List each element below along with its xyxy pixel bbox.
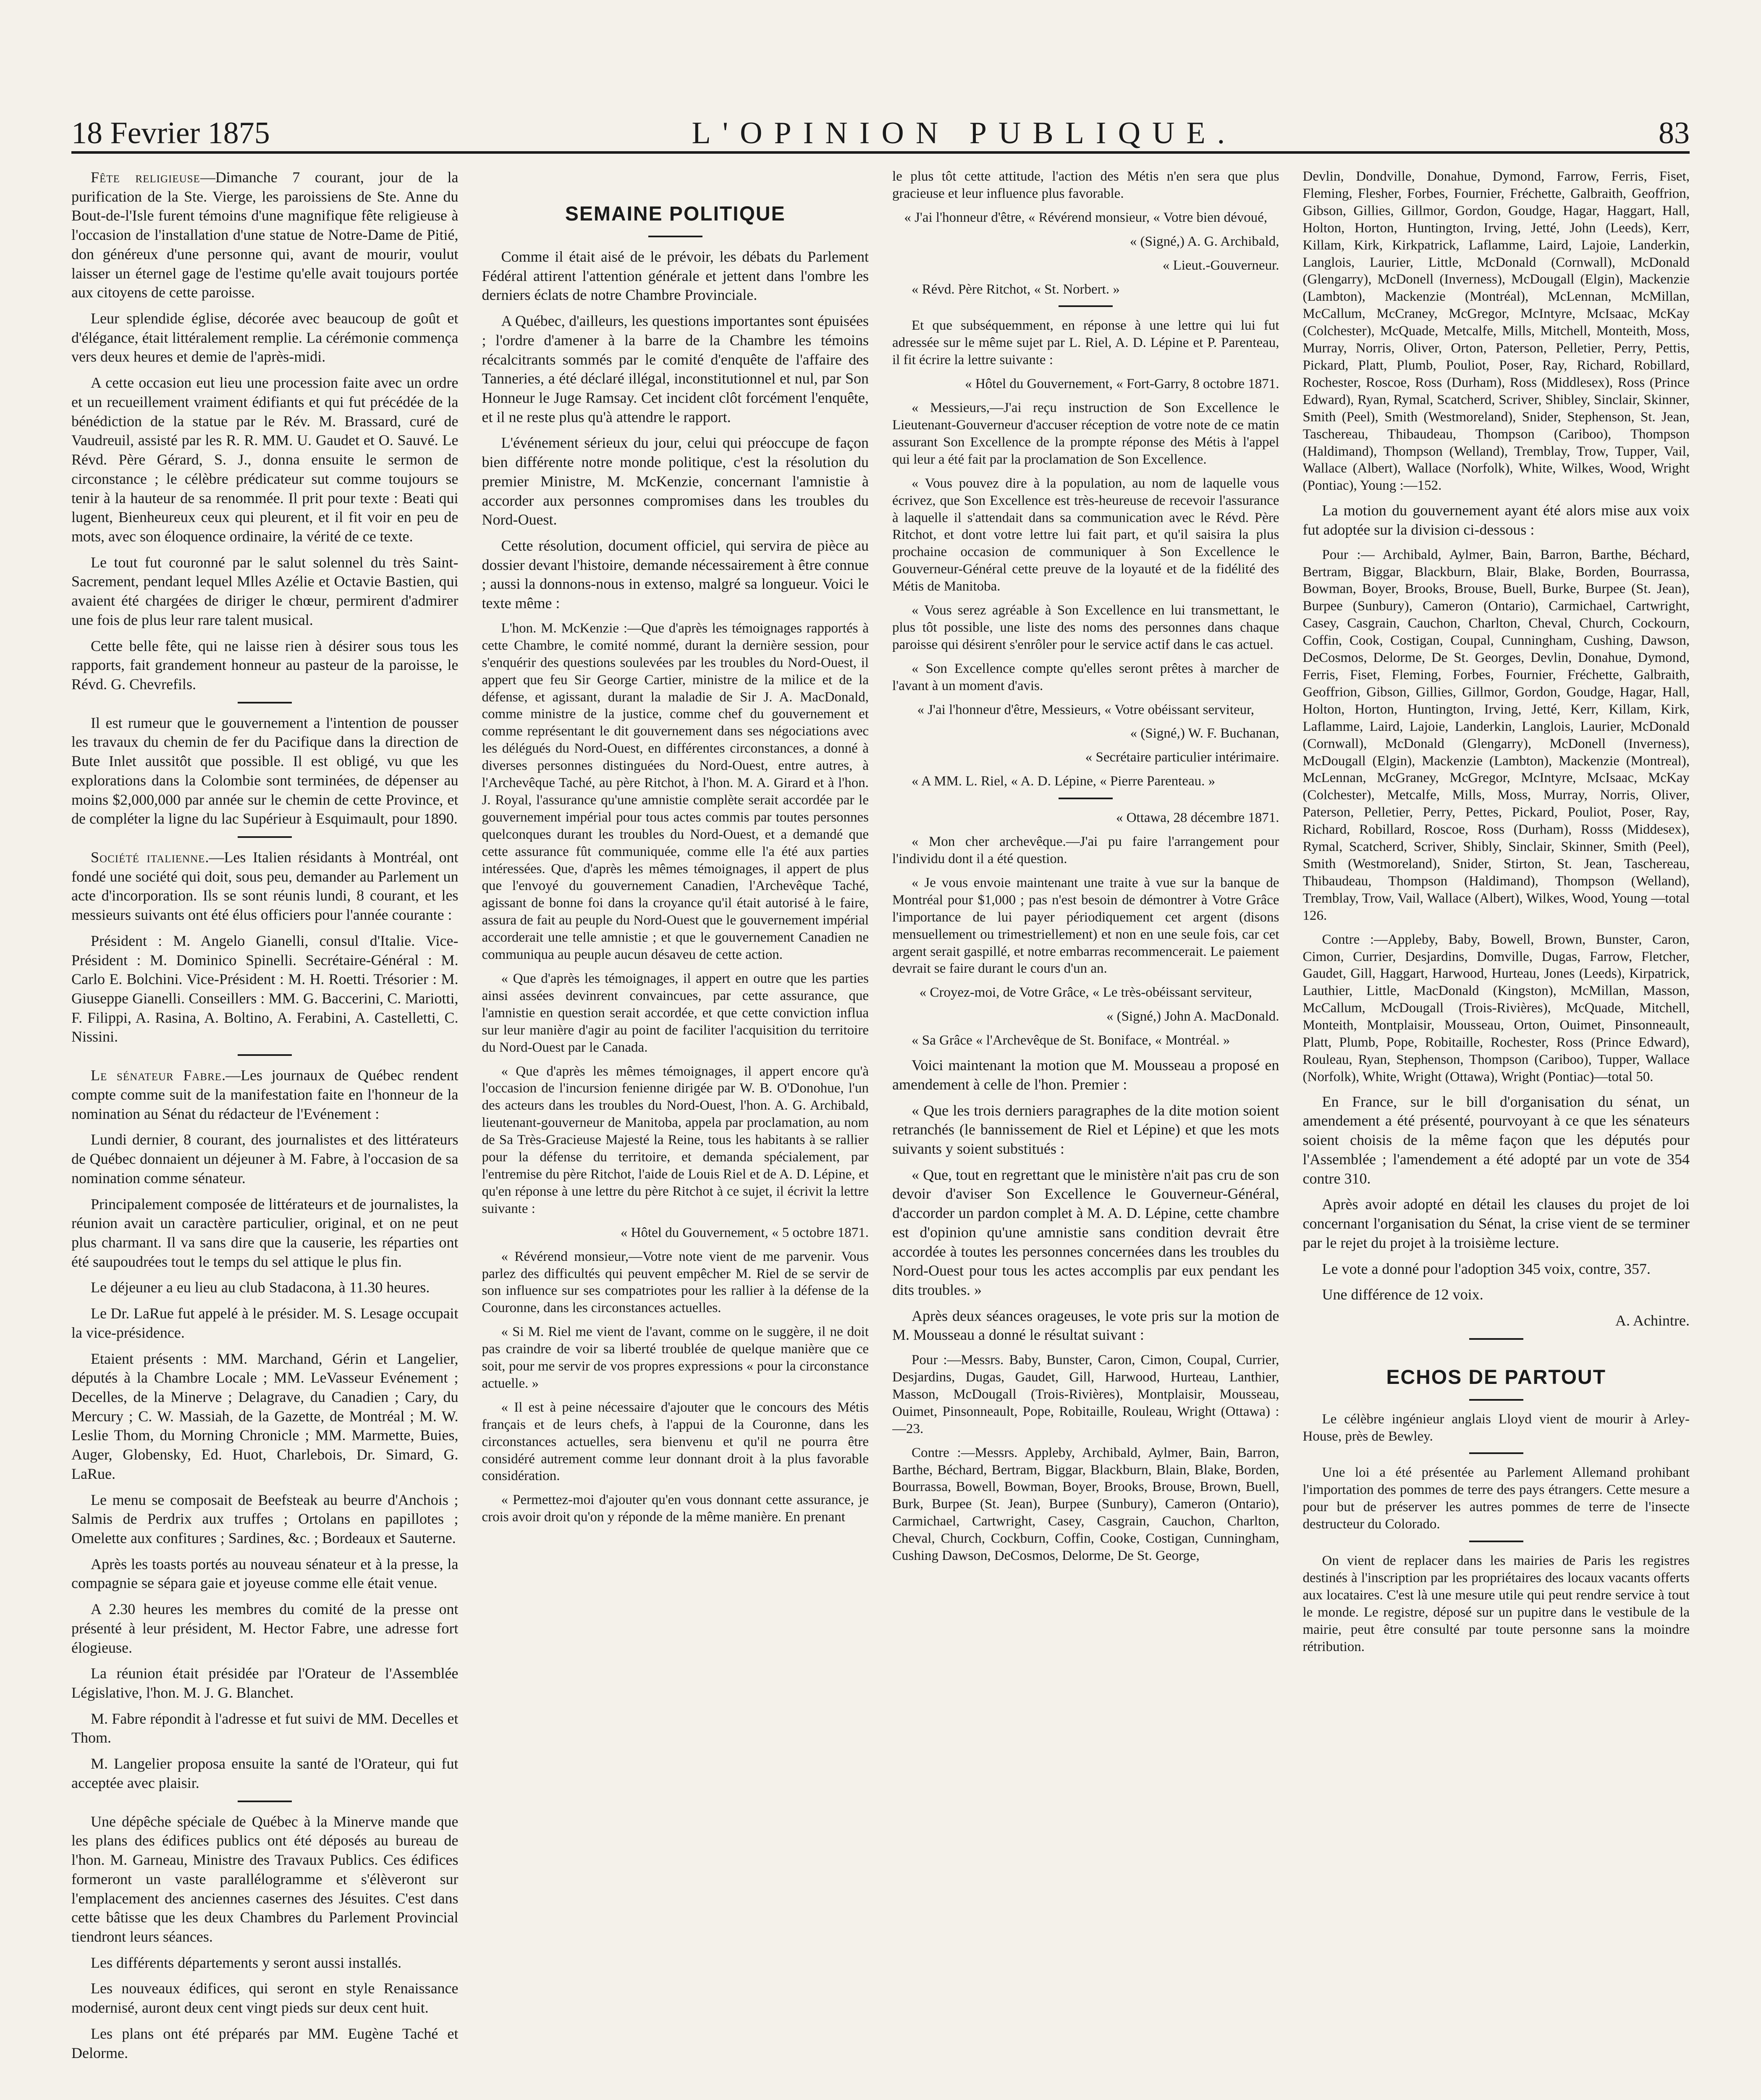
paragraph: Après les toasts portés au nouveau sénateur et à la presse, la compagnie se sépara gaie et joyeuse comme elle était venue. [71,1555,459,1592]
paragraph: Les différents départements y seront aussi installés. [91,1954,402,1971]
paragraph: « Que, tout en regrettant que le ministère n'ait pas cru de son devoir d'aviser Son Excellence le Gouverneur-Général, d'accorder un pardon complet à M. A. D. Lépine, cette chambre est d'opinion qu'une amnistie sans condition devrait être accordée à toutes les personnes concernées dans les troubles du Nord-Ouest pour tous les actes accomplis par eux pendant les dits troubles. » [892,1166,1279,1298]
paragraph: La motion du gouvernement ayant été alors mise aux voix fut adoptée sur la division ci-dessous : [1302,502,1690,538]
paragraph: Le célèbre ingénieur anglais Lloyd vient de mourir à Arley-House, près de Bewley. [1302,1411,1690,1444]
paragraph: Comme il était aisé de le prévoir, les débats du Parlement Fédéral attirent l'attention générale et jettent dans l'ombre les derniers éclats de notre Chambre Provinciale. [482,248,869,304]
divider [238,702,292,704]
section-title-semaine-politique: SEMAINE POLITIQUE [565,203,786,225]
lead-in: Société italienne [91,849,205,866]
letter-address: « Hôtel du Gouvernement, « 5 octobre 1871. [620,1225,869,1240]
vote-list-pour: Pour :— Archibald, Aylmer, Bain, Barron, Barthe, Béchard, Bertram, Biggar, Blackburn, Blair, Blake, Borden, Bourrassa, Bowman, Boyer, Brooks, Brouse, Buell, Burke, Burpee (St. Jean), Burpee (Sunbury), Cameron (Ontario), Carmichael, Cartwright, Casey, Casgrain, Cauchon, Charlton, Cheval, Church, Cockourn, Coffin, Cook, Costigan, Coupal, Cunningham, Cushing, Dawson, DeCosmos, Delorme, De St. Georges, Devlin, Donahue, Dymond, Ferris, Fiset, Fleming, Forbes, Fournier, Fréchette, Galbraith, Geoffrion, Gibson, Gillies, Gillmor, Gordon, Goudge, Hagar, Hall, Holton, Horton, Huntington, Irving, Jetté, Kerr, Killam, Kirk, Laflamme, Laird, Lajoie, Landerkin, Langlois, Laurier, McDonald (Cornwall), McDonald (Glengarry), McDonell (Inverness), McDougall (Elgin), Mackenzie (Lambton), Mackenzie (Montreal), McLennan, McGraney, McGregor, McIntyre, McIsaac, McKay (Colchester), Metcalfe, Mills, Moss, Murray, Norris, Oliver, Paterson, Pelletier, Perry, Pettes, Pickard, Pouliot, Poser, Ray, Richard, Robillard, Roscoe, Ross (Durham), Rosss (Middesex), Rymal, Scatcherd, Scriver, Shibly, Sinclair, Skinner, Smith (Peel), Smith (Westmoreland), Snider, Stirton, St. Jean, Taschereau, Thibaudeau, Thompson (Haldimand), Thompson (Welland), Tremblay, Trow, Vail, Wallace (Albert), Wilkes, Wood, Young —total 126. [1302,547,1690,923]
divider [1469,1452,1523,1454]
paragraph: Voici maintenant la motion que M. Mousseau a proposé en amendement à celle de l'hon. Premier : [892,1057,1279,1093]
paragraph: Principalement composée de littérateurs et de journalistes, la réunion avait un caractère particulier, original, et on ne peut plus charmant. Il va sans dire que la causerie, les réparties ont été saupoudrées tout le temps du sel attique le plus fin. [71,1195,459,1270]
addressee: « Révd. Père Ritchot, « St. Norbert. » [912,281,1120,297]
paragraph: M. Langelier proposa ensuite la santé de l'Orateur, qui fut acceptée avec plaisir. [71,1755,459,1791]
signature-title: « Lieut.-Gouverneur. [1162,257,1279,273]
lead-in: Fête religieuse [91,169,200,186]
paragraph: Cette belle fête, qui ne laisse rien à désirer sous tous les rapports, fait grandement honneur au pasteur de la paroisse, le Révd. G. Chevrefils. [71,637,459,693]
paragraph: Cette résolution, document officiel, qui servira de pièce au dossier devant l'histoire, demande nécessairement à être connue ; aussi la donnons-nous in extenso, malgré sa longueur. Voici le texte même : [482,537,869,612]
closing: « J'ai l'honneur d'être, Messieurs, « Votre obéissant serviteur, [917,702,1255,717]
article-columns [71,168,1690,2100]
paragraph: Leur splendide église, décorée avec beaucoup de goût et d'élégance, était littéralement remplie. La cérémonie commença vers deux heures et demie de l'après-midi. [71,310,459,365]
closing: « Croyez-moi, de Votre Grâce, « Le très-obéissant serviteur, [919,985,1252,1000]
paragraph: « Vous serez agréable à Son Excellence en lui transmettant, le plus tôt possible, une liste des noms des personnes dans chaque paroisse qui désirent s'enrôler pour le service actif dans le cas actuel. [892,603,1279,652]
paragraph: « Si M. Riel me vient de l'avant, comme on le suggère, il ne doit pas craindre de voir sa liberté troublée de quelque manière que ce soit, pour me servir de vos propres expressions « pour la circonstance actuelle. » [482,1324,869,1391]
author-signature: A. Achintre. [1615,1312,1690,1329]
divider [1059,798,1113,799]
paragraph: « Mon cher archevêque.—J'ai pu faire l'arrangement pour l'individu dont il a été question. [892,834,1279,866]
newspaper-title: L'OPINION PUBLIQUE. [692,116,1237,150]
paragraph: Le tout fut couronné par le salut solennel du très Saint-Sacrement, pendant lequel Mlles Azélie et Octavie Bastien, qui avaient été chargées de diriger le chœur, permirent d'admirer une fois de plus leur rare talent musical. [71,554,459,628]
paragraph: « Son Excellence compte qu'elles seront prêtes à marcher de l'avant à un moment d'avis. [892,661,1279,693]
vote-list-contre: Contre :—Messrs. Appleby, Archibald, Aylmer, Bain, Barron, Barthe, Béchard, Bertram, Biggar, Blackburn, Blain, Blake, Borden, Bourrassa, Bowell, Bowman, Boyer, Brooks, Brouse, Brown, Buell, Burk, Burpee (St. Jean), Burpee (Sunbury), Cameron (Ontario), Carmichael, Cartwright, Casey, Casgrain, Cauchon, Charlton, Cheval, Church, Cockburn, Coffin, Cooke, Costigan, Cunningham, Cushing Dawson, DeCosmos, Delorme, De St. George, [892,1445,1279,1564]
vote-list-continued: Devlin, Dondville, Donahue, Dymond, Farrow, Ferris, Fiset, Fleming, Flesher, Forbes, Fournier, Fréchette, Galbraith, Geoffrion, Gibson, Gillies, Gillmor, Gordon, Goudge, Hagar, Haggart, Hall, Holton, Horton, Huntington, Irving, Jetté, John (Leeds), Kerr, Killam, Kirk, Kirkpatrick, Laflamme, Laird, Lajoie, Landerkin, Langlois, Laurier, Little, McDonald (Cornwall), McDonald (Glengarry), McDonell (Inverness), McDougall (Elgin), Mackenzie (Lambton), Mackenzie (Montréal), McLennan, McMillan, McCallum, McCraney, McGregor, McIntyre, McIsaac, McKay (Colchester), McQuade, Metcalfe, Mills, Mitchell, Monteith, Moss, Murray, Norris, Oliver, Orton, Paterson, Pelletier, Perry, Pettis, Pickard, Platt, Plumb, Pouliot, Poser, Ray, Richard, Robillard, Rochester, Roscoe, Ross (Durham), Ross (Middlesex), Ross (Prince Edward), Ryan, Rymal, Scatcherd, Scriver, Shibley, Sinclair, Skinner, Smith (Peel), Smith (Westmoreland), Snider, Stephenson, St. Jean, Taschereau, Thibaudeau, Thompson (Cariboo), Thompson (Haldimand), Thompson (Welland), Tremblay, Trow, Tupper, Vail, Wallace (Albert), Wallace (Norfolk), White, Wilkes, Wood, Wright (Pontiac), Young :—152. [1302,169,1690,494]
paragraph: Une dépêche spéciale de Québec à la Minerve mande que les plans des édifices publics ont été déposés au bureau de l'hon. M. Garneau, Ministre des Travaux Publics. Ces édifices formeront un vaste parallélogramme et s'élèveront sur l'emplacement des anciennes casernes des Jésuites. C'est dans cette bâtisse que les deux Chambres du Parlement Provincial tiendront leurs séances. [71,1813,459,1945]
paragraph: « Il est à peine nécessaire d'ajouter que le concours des Métis français et de leurs chefs, à l'appui de la Couronne, dans les circonstances actuelles, sera bienvenu et qu'il ne pourra être considéré autrement comme leur donnant droit à la plus favorable considération. [482,1399,869,1484]
lead-in: Le sénateur Fabre [91,1067,222,1084]
divider [238,836,292,838]
paragraph: « Révérend monsieur,—Votre note vient de me parvenir. Vous parlez des difficultés qui peuvent empêcher M. Riel de se servir de son influence sur ses compatriotes pour les rallier à la défense de la Couronne, dans les circonstances actuelles. [482,1249,869,1316]
column-3 [892,168,1279,2100]
issue-date: 18 Fevrier 1875 [71,116,270,150]
paragraph: Le Dr. LaRue fut appelé à le présider. M. S. Lesage occupait la vice-présidence. [71,1305,459,1341]
paragraph: Il est rumeur que le gouvernement a l'intention de pousser les travaux du chemin de fer du Pacifique dans la direction de Bute Inlet aussitôt que possible. Il est obligé, vu que les explorations dans la Colombie sont terminées, de dépenser au moins $2,000,000 par année sur le chemin de cette Province, et de compléter la ligne du lac Supérieur à Esquimault, pour 1890. [71,714,459,827]
addressee: « A MM. L. Riel, « A. D. Lépine, « Pierre Parenteau. » [912,774,1216,789]
signature: « (Signé,) W. F. Buchanan, [1130,726,1279,741]
addressee: « Sa Grâce « l'Archevêque de St. Boniface, « Montréal. » [912,1033,1230,1048]
paragraph: « Que d'après les mêmes témoignages, il appert encore qu'à l'occasion de l'incursion fenienne dirigée par W. B. O'Donohue, l'un des acteurs dans les troubles du Nord-Ouest, l'hon. A. G. Archibald, lieutenant-gouverneur de Manitoba, appela par proclamation, au nom de Sa Très-Gracieuse Majesté la Reine, tous les habitants à se rallier pour la défense du territoire, et demanda spécialement, par l'entremise du père Ritchot, l'aide de Louis Riel et de A. D. Lépine, et qu'en réponse à une lettre du père Ritchot à ce sujet, il écrivit la lettre suivante : [482,1063,869,1216]
signature: « (Signé,) John A. MacDonald. [1106,1009,1279,1024]
paragraph: A 2.30 heures les membres du comité de la presse ont présenté à leur président, M. Hector Fabre, une adresse fort élogieuse. [71,1601,459,1656]
paragraph: Après deux séances orageuses, le vote pris sur la motion de M. Mousseau a donné le résultat suivant : [892,1307,1279,1344]
paragraph: « Permettez-moi d'ajouter qu'en vous donnant cette assurance, je crois avoir droit qu'on y réponde de la même manière. En prenant [482,1492,869,1525]
paragraph: « Je vous envoie maintenant une traite à vue sur la banque de Montréal pour $1,000 ; pas n'est besoin de démontrer à Votre Grâce l'importance de lui payer périodiquement cet argent (disons mensuellement ou trimestriellement) et non en une seule fois, car cet argent serait gaspillé, et notre embarras recommencerait. Le paiement devrait se faire durant le cours d'un an. [892,875,1279,976]
column-1 [71,168,459,2100]
paragraph: Etaient présents : MM. Marchand, Gérin et Langelier, députés à la Chambre Locale ; MM. LeVasseur Evénement ; Decelles, de la Minerve ; Delagrave, du Canadien ; Cary, du Mercury ; C. W. Massiah, de la Gazette, de Montréal ; M. W. Leslie Thom, du Morning Chronicle ; MM. Marmette, Buies, Auger, Globensky, Ed. Huot, Charlebois, Dr. Simard, G. LaRue. [71,1350,459,1482]
column-2 [482,168,869,2100]
divider [1469,1541,1523,1542]
paragraph: « Messieurs,—J'ai reçu instruction de Son Excellence le Lieutenant-Gouverneur d'accuser réception de votre note de ce matin assurant Son Excellence de la prompte réponse des Métis à l'appel qui leur a été fait par la proclamation de Son Excellence. [892,400,1279,467]
paragraph: Après avoir adopté en détail les clauses du projet de loi concernant l'organisation du Sénat, la crise vient de se terminer par le rejet du projet à la troisième lecture. [1302,1196,1690,1251]
paragraph: Le vote a donné pour l'adoption 345 voix, contre, 357. [1322,1260,1651,1277]
paragraph: A Québec, d'ailleurs, les questions importantes sont épuisées ; l'ordre d'amener à la barre de la Chambre les témoins récalcitrants sommés par le comité d'enquête de l'affaire des Tanneries, a été déclaré illégal, inconstitutionnel et nul, par Son Honneur le Juge Ramsay. Cet incident clôt forcément l'enquête, et il ne reste plus qu'à attendre le rapport. [482,312,869,425]
signature: « (Signé,) A. G. Archibald, [1129,234,1279,249]
paragraph: Une loi a été présentée au Parlement Allemand prohibant l'importation des pommes de terre des pays étrangers. Cette mesure a pour but de préserver les autres pommes de terre de l'insecte destructeur du Colorado. [1302,1465,1690,1532]
divider [1059,305,1113,307]
paragraph: Le sénateur Fabre.—Les journaux de Québec rendent compte comme suit de la manifestation faite en l'honneur de la nomination au Sénat du rédacteur de l'Evénement : [71,1067,459,1122]
vote-list-pour: Pour :—Messrs. Baby, Bunster, Caron, Cimon, Coupal, Currier, Desjardins, Dugas, Gaudet, Gill, Harwood, Hurteau, Lanthier, Masson, McDougall (Trois-Rivières), Montplaisir, Mousseau, Ouimet, Pinsonneault, Pope, Robitaille, Rouleau, Wright (Ottawa) :—23. [892,1352,1279,1436]
divider [238,1054,292,1056]
paragraph: M. Fabre répondit à l'adresse et fut suivi de MM. Decelles et Thom. [71,1710,459,1746]
paragraph: le plus tôt cette attitude, l'action des Métis n'en sera que plus gracieuse et leur influence plus favorable. [892,169,1279,201]
divider [1469,1399,1523,1401]
masthead [71,105,1690,154]
paragraph: Président : M. Angelo Gianelli, consul d'Italie. Vice-Président : M. Dominico Spinelli. Secrétaire-Général : M. Carlo E. Bolchini. Vice-Président : M. H. Roetti. Trésorier : M. Giuseppe Gianelli. Conseillers : MM. G. Baccerini, C. Mariotti, F. Filippi, A. Rasina, A. Boltino, A. Ferabini, A. Castelletti, C. Nissini. [71,932,459,1045]
paragraph: Lundi dernier, 8 courant, des journalistes et des littérateurs de Québec donnaient un déjeuner à M. Fabre, à l'occasion de sa nomination comme sénateur. [71,1131,459,1186]
letter-date: « Ottawa, 28 décembre 1871. [1116,810,1279,826]
divider [648,236,702,237]
paragraph: A cette occasion eut lieu une procession faite avec un ordre et un recueillement vraiment édifiants et qui fut précédée de la bénédiction de la statue par le Rév. M. Brassard, curé de Vaudreuil, assisté par les R. R. MM. U. Gaudet et O. Sauvé. Le Révd. Père Gérard, S. J., donna ensuite le sermon de circonstance ; le célèbre prédicateur sut comme toujours se tenir à la hauteur de sa renommée. Il prit pour texte : Beati qui lugent, Bienheureux ceux qui pleurent, et il fit voir en peu de mots, avec son éloquence ordinaire, la vérité de ce texte. [71,374,459,545]
paragraph: Société italienne.—Les Italien résidants à Montréal, ont fondé une société qui doit, sous peu, demander au Parlement un acte d'incorporation. Ils se sont réunis lundi, 8 courant, et les messieurs suivants ont été élus officiers pour l'année courante : [71,849,459,924]
paragraph: Une différence de 12 voix. [1322,1286,1483,1303]
signature-title: « Secrétaire particulier intérimaire. [1085,750,1279,765]
paragraph: « Que d'après les témoignages, il appert en outre que les parties ainsi assées devinrent convaincues, par cette assurance, que l'amnistie en question serait accordée, et que cette conviction influa sur leur manière d'agir au point de faciliter l'acquisition du territoire du Nord-Ouest par le Canada. [482,971,869,1055]
paragraph: En France, sur le bill d'organisation du sénat, un amendement a été présenté, pourvoyant à ce que les sénateurs soient choisis de la même façon que les députés pour l'Assemblée ; l'amendement a été adopté par un vote de 354 contre 310. [1302,1093,1690,1187]
paragraph: Fête religieuse—Dimanche 7 courant, jour de la purification de la Ste. Vierge, les paroissiens de Ste. Anne du Bout-de-l'Isle furent témoins d'une magnifique fête religieuse à l'occasion de l'installation d'une statue de Notre-Dame de Pitié, don généreux d'une personne qui, avant de mourir, voulut laisser un éternel gage de l'estime qu'elle avait toujours portée aux citoyens de cette paroisse. [71,169,459,301]
paragraph: Le déjeuner a eu lieu au club Stadacona, à 11.30 heures. [91,1279,430,1296]
column-4 [1303,168,1690,2100]
paragraph: Et que subséquemment, en réponse à une lettre qui lui fut adressée sur le même sujet par L. Riel, A. D. Lépine et P. Parenteau, il fit écrire la lettre suivante : [892,318,1279,368]
paragraph: On vient de replacer dans les mairies de Paris les registres destinés à l'inscription par les propriétaires des locaux vacants offerts aux locataires. C'est là une mesure utile qui peut rendre service à tout le monde. Le registre, déposé sur un pupitre dans le vestibule de la mairie, peut être consulté par toute personne sans la moindre rétribution. [1302,1553,1690,1654]
paragraph: « Que les trois derniers paragraphes de la dite motion soient retranchés (le bannissement de Riel et Lépine) et que les mots suivants y soient substitués : [892,1102,1279,1157]
vote-list-contre: Contre :—Appleby, Baby, Bowell, Brown, Bunster, Caron, Cimon, Currier, Desjardins, Domville, Dugas, Farrow, Fletcher, Gaudet, Gill, Haggart, Harwood, Hurteau, Jones (Leeds), Kirpatrick, Lauthier, Little, MacDonald (Kingston), McMillan, Masson, McCallum, McDougall (Trois-Rivières), McQuade, Mitchell, Monteith, Montplaisir, Mousseau, Orton, Ouimet, Pinsonneault, Platt, Plumb, Pope, Robitaille, Rochester, Ross (Prince Edward), Rouleau, Ryan, Stephenson, Thompson (Cariboo), Tupper, Wallace (Norfolk), White, Wright (Ottawa), Wright (Pontiac)—total 50. [1302,932,1690,1084]
letter-address: « Hôtel du Gouvernement, « Fort-Garry, 8 octobre 1871. [965,376,1279,392]
paragraph: « Vous pouvez dire à la population, au nom de laquelle vous écrivez, que Son Excellence est très-heureuse de recevoir l'assurance à laquelle il s'attendait dans sa communication avec le Révd. Père Ritchot, et dont votre lettre lui fait part, et qu'il saisira la plus prochaine occasion de communiquer à Son Excellence le Gouverneur-Général cette preuve de la loyauté et de la fidélité des Métis de Manitoba. [892,475,1279,594]
paragraph: L'événement sérieux du jour, celui qui préoccupe de façon bien différente notre monde politique, c'est la résolution du premier Ministre, M. McKenzie, concernant l'amnistie à accorder aux personnes compromises dans les troubles du Nord-Ouest. [482,434,869,528]
section-title-echos: ECHOS DE PARTOUT [1386,1366,1606,1389]
paragraph: Les nouveaux édifices, qui seront en style Renaissance modernisé, auront deux cent vingt pieds sur deux cent huit. [71,1980,459,2016]
paragraph: La réunion était présidée par l'Orateur de l'Assemblée Législative, l'hon. M. J. G. Blanchet. [71,1665,459,1701]
closing: « J'ai l'honneur d'être, « Révérend monsieur, « Votre bien dévoué, [904,210,1268,225]
paragraph: L'hon. M. McKenzie :—Que d'après les témoignages rapportés à cette Chambre, le comité nommé, durant la dernière session, pour s'enquérir des questions soulevées par les troubles du Nord-Ouest, il appert que feu Sir George Cartier, ministre de la milice et de la défense, et agissant, durant la maladie de Sir J. A. MacDonald, comme ministre de la justice, comme chef du gouvernement et comme représentant le dit gouvernement dans ses négociations avec les délégués du Nord-Ouest, en différentes circonstances, a donné à diverses personnes distinguées du Nord-Ouest, entre autres, à l'Archevêque Taché, au père Ritchot, à l'hon. M. A. Girard et à l'hon. J. Royal, l'assurance qu'une amnistie complète serait accordée par le gouvernement impérial pour tous actes commis par toutes personnes quelconques durant les troubles du Nord-Ouest, et a demandé que cette assurance fût communiquée, comme elle l'a été aux parties intéressées. Que, d'après les mêmes témoignages, il appert de plus que l'envoyé du gouvernement Canadien, l'Archevêque Taché, agissant de bonne foi dans la croyance qu'il était autorisé à le faire, assura de fait au peuple du Nord-Ouest que le gouvernement impérial accorderait une telle amnistie ; et que le gouvernement Canadien ne communiqua au peuple aucun désaveu de cette action. [482,620,869,963]
paragraph: Le menu se composait de Beefsteak au beurre d'Anchois ; Salmis de Perdrix aux truffes ; Ortolans en papillotes ; Omelette aux confitures ; Sardines, &c. ; Bordeaux et Sauterne. [71,1491,459,1546]
paragraph: Les plans ont été préparés par MM. Eugène Taché et Delorme. [71,2025,459,2061]
divider [1469,1338,1523,1340]
page-number: 83 [1658,116,1690,150]
divider [238,1801,292,1802]
